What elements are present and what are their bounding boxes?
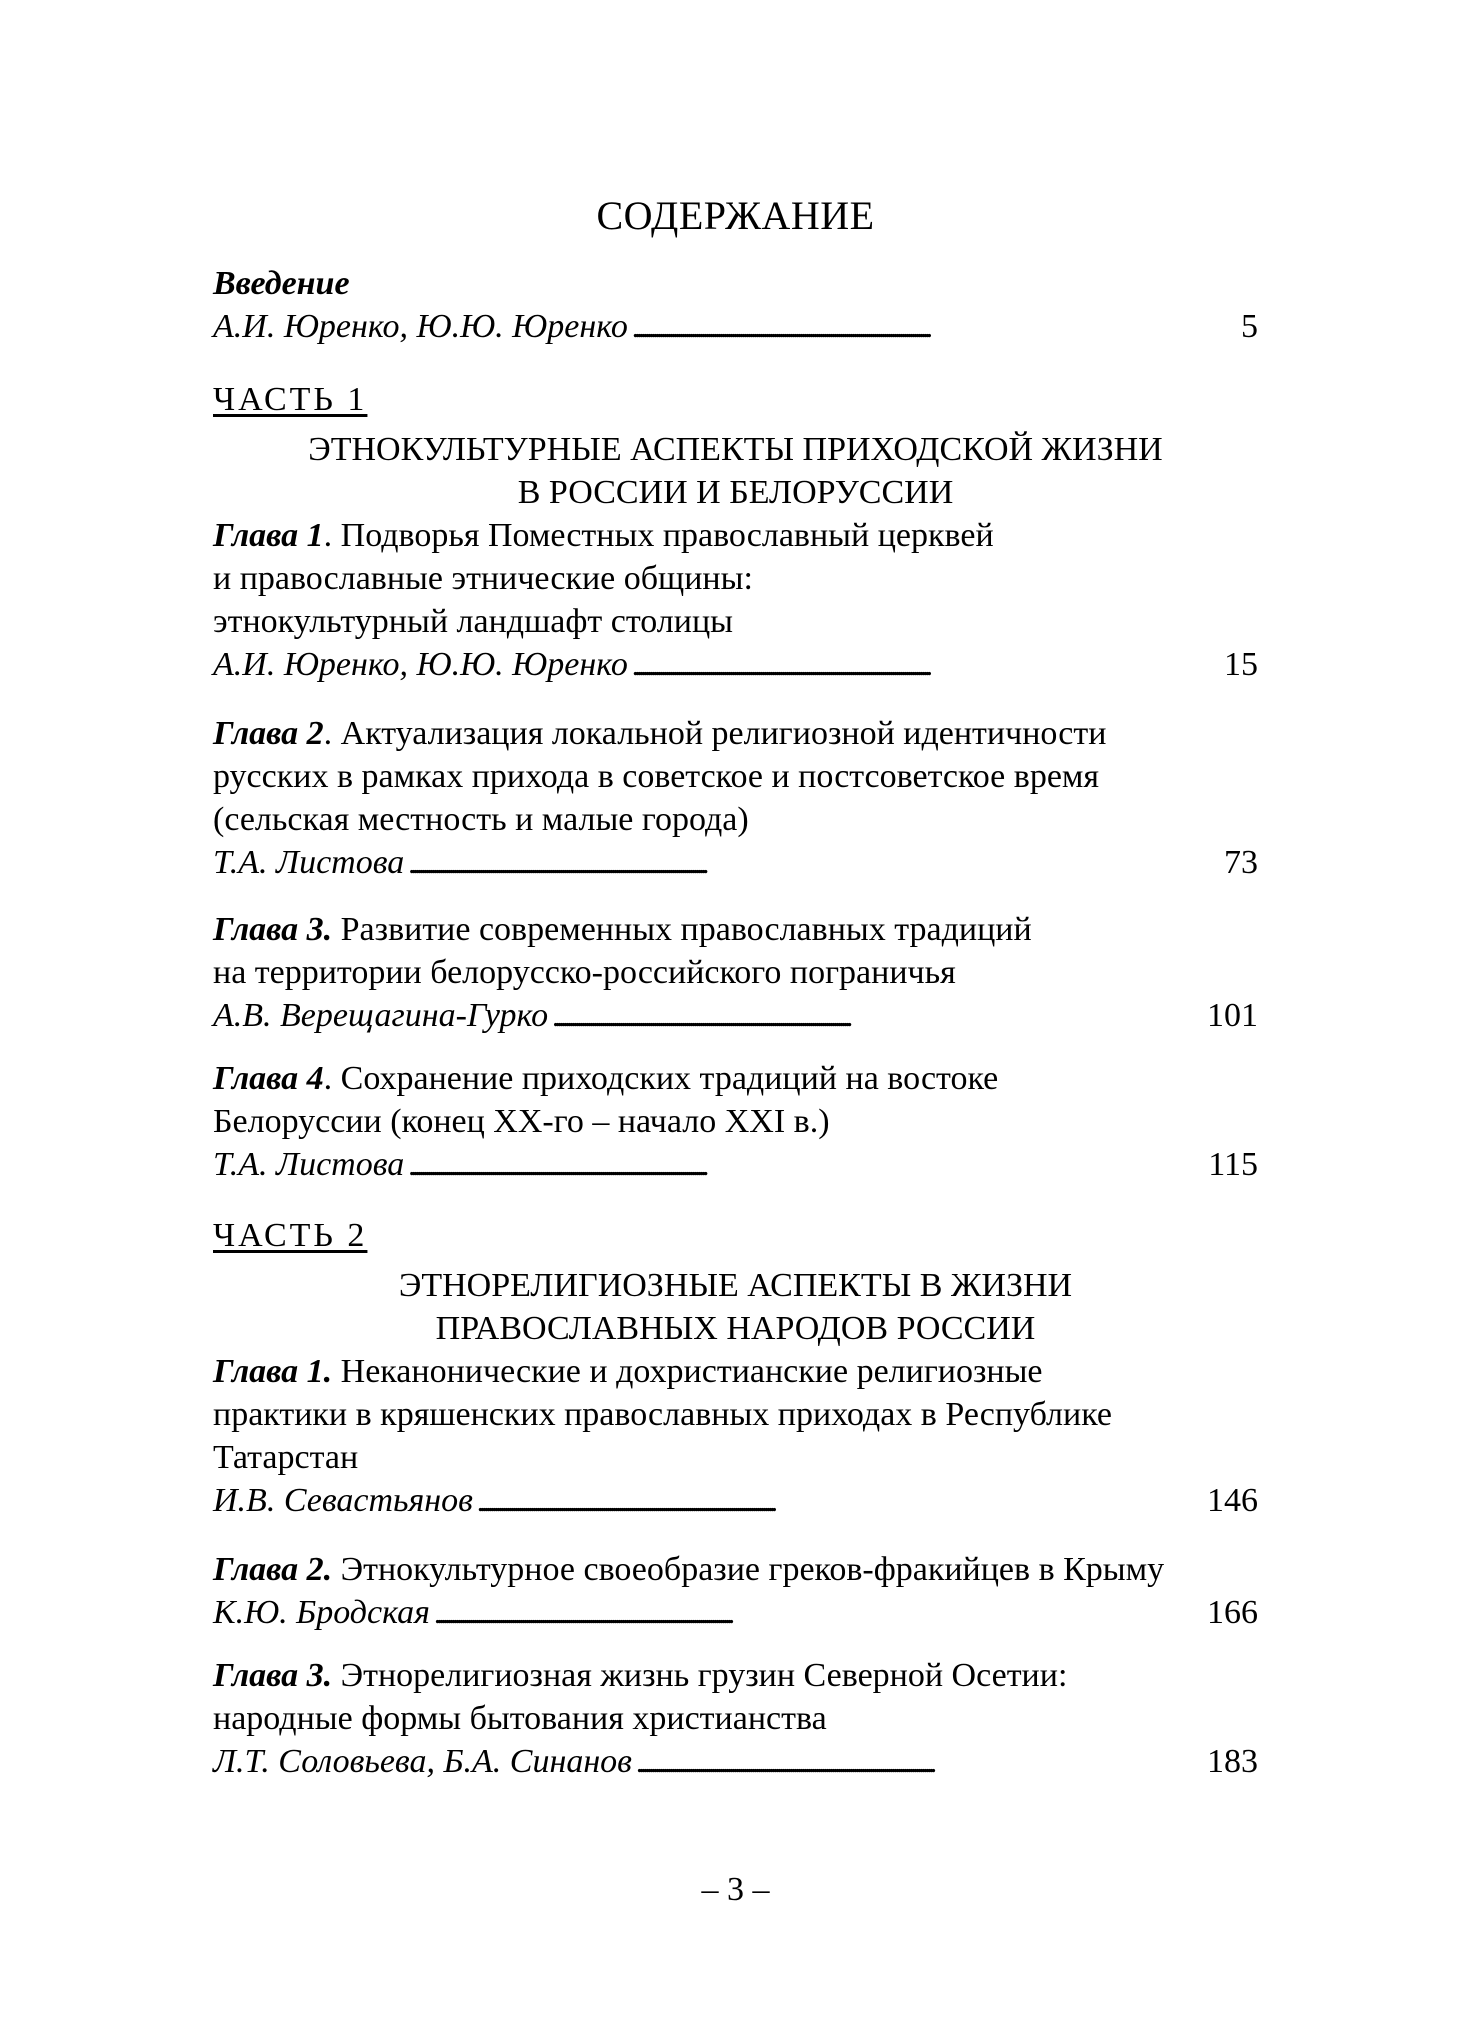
part-1 [213, 378, 1258, 514]
entry-page: 15 [1224, 646, 1258, 683]
part-heading-line: ПРАВОСЛАВНЫХ НАРОДОВ РОССИИ [435, 1310, 1036, 1347]
toc-entry-line[interactable] [213, 994, 1258, 1037]
chapter-entry [213, 712, 1258, 884]
part-label: ЧАСТЬ 2 [213, 1217, 368, 1254]
chapter-entry [213, 1654, 1258, 1783]
chapter-entry [213, 1057, 1258, 1186]
toc-page [213, 0, 1258, 2038]
page-number: – 3 – [701, 1871, 770, 1908]
entry-author: Л.Т. Соловьева, Б.А. Синанов [213, 1743, 632, 1780]
toc-entry-line[interactable] [213, 305, 1258, 348]
dot-leader [408, 841, 1220, 886]
entry-page: 183 [1207, 1743, 1258, 1780]
entry-author: А.И. Юренко, Ю.Ю. Юренко [213, 646, 628, 683]
chapter-entry [213, 1350, 1258, 1522]
chapter-label: Глава 1 [213, 517, 324, 554]
entry-page: 73 [1224, 844, 1258, 881]
entry-author: Т.А. Листова [213, 844, 405, 881]
chapter-label: Глава 3. [213, 911, 333, 948]
chapter-title-line: Сохранение приходских традиций на востоке [340, 1060, 999, 1097]
page-title: СОДЕРЖАНИЕ [596, 193, 875, 238]
chapter-title-line: (сельская местность и малые города) [213, 801, 749, 838]
dot-leader [552, 994, 1203, 1039]
toc-entry-line[interactable] [213, 1479, 1258, 1522]
entry-author: А.В. Верещагина-Гурко [213, 997, 549, 1034]
entry-page: 5 [1241, 308, 1258, 345]
dot-leader [636, 1740, 1203, 1785]
chapter-label: Глава 2 [213, 715, 324, 752]
chapter-label: Глава 2. [213, 1551, 333, 1588]
dot-leader [632, 643, 1220, 688]
chapter-title-line: Этнорелигиозная жизнь грузин Северной Осетии: [340, 1657, 1068, 1694]
chapter-entry [213, 908, 1258, 1037]
toc-entry-line[interactable] [213, 1143, 1258, 1186]
chapter-title-line: Развитие современных православных традиций [340, 911, 1032, 948]
toc-entry-line[interactable] [213, 1740, 1258, 1783]
chapter-title-line: практики в кряшенских православных приходах в Республике [213, 1396, 1112, 1433]
chapter-title-line: Подворья Поместных православный церквей [340, 517, 994, 554]
part-heading-line: ЭТНОКУЛЬТУРНЫЕ АСПЕКТЫ ПРИХОДСКОЙ ЖИЗНИ [308, 431, 1163, 468]
chapter-sep: . [323, 1060, 333, 1097]
chapter-title-line: Неканонические и дохристианские религиозные [340, 1353, 1043, 1390]
chapter-title-line: этнокультурный ландшафт столицы [213, 603, 733, 640]
entry-author: К.Ю. Бродская [213, 1594, 430, 1631]
chapter-title-line: Белоруссии (конец XX-го – начало XXI в.) [213, 1103, 830, 1140]
dot-leader [477, 1479, 1203, 1524]
dot-leader [632, 305, 1237, 350]
toc-entry-line[interactable] [213, 841, 1258, 884]
part-label: ЧАСТЬ 1 [213, 381, 368, 418]
part-heading-line: ЭТНОРЕЛИГИОЗНЫЕ АСПЕКТЫ В ЖИЗНИ [398, 1267, 1073, 1304]
chapter-title-line: на территории белорусско-российского пограничья [213, 954, 956, 991]
chapter-label: Глава 3. [213, 1657, 333, 1694]
chapter-label: Глава 4 [213, 1060, 324, 1097]
chapter-sep: . [323, 517, 333, 554]
chapter-sep: . [323, 715, 333, 752]
entry-page: 166 [1207, 1594, 1258, 1631]
entry-page: 101 [1207, 997, 1258, 1034]
toc-entry-line[interactable] [213, 643, 1258, 686]
intro-label: Введение [213, 265, 350, 302]
chapter-title-line: народные формы бытования христианства [213, 1700, 827, 1737]
part-heading-line: В РОССИИ И БЕЛОРУССИИ [517, 474, 954, 511]
chapter-label: Глава 1. [213, 1353, 333, 1390]
chapter-title-line: Татарстан [213, 1439, 359, 1476]
chapter-title-line: и православные этнические общины: [213, 560, 753, 597]
entry-author: И.В. Севастьянов [213, 1482, 473, 1519]
dot-leader [434, 1591, 1203, 1636]
chapter-title-line: Актуализация локальной религиозной идентичности [340, 715, 1107, 752]
intro-entry [213, 262, 1258, 348]
part-2 [213, 1214, 1258, 1350]
dot-leader [408, 1143, 1204, 1188]
entry-page: 115 [1208, 1146, 1258, 1183]
entry-author: Т.А. Листова [213, 1146, 405, 1183]
chapter-entry [213, 1548, 1258, 1634]
entry-page: 146 [1207, 1482, 1258, 1519]
chapter-entry [213, 514, 1258, 686]
chapter-title-line: русских в рамках прихода в советское и постсоветское время [213, 758, 1100, 795]
chapter-title-line: Этнокультурное своеобразие греков-фракийцев в Крыму [340, 1551, 1165, 1588]
entry-author: А.И. Юренко, Ю.Ю. Юренко [213, 308, 628, 345]
toc-entry-line[interactable] [213, 1591, 1258, 1634]
